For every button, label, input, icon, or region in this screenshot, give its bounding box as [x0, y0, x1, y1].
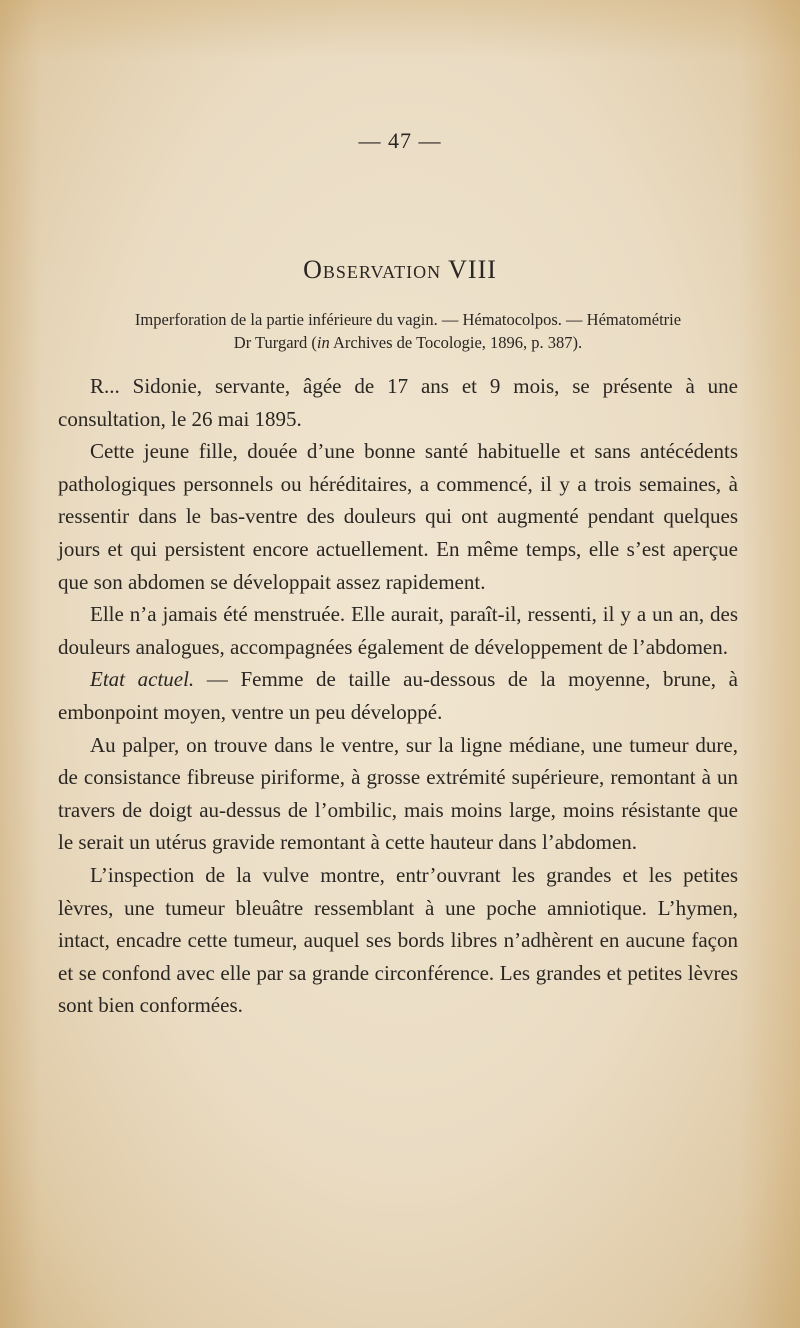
paragraph-inspection: L’inspection de la vulve montre, entr’ouvrant les grandes et les petites lèvres, une tumeur bleuâtre ressemblant à une poche amniotique. L’hymen, intact, encadre cette tumeur, auquel ses bords libres n’adhèrent en aucune façon et se confond avec elle par sa grande circonférence. Les grandes et petites lèvres sont bien conformées. [58, 862, 738, 1018]
subtitle-source: Archives de Tocologie, 1896, p. 387). [329, 333, 583, 352]
page-shadow-top [0, 0, 800, 60]
subtitle-line-2 [58, 331, 758, 354]
observation-heading: Observation VIII [303, 255, 497, 284]
observation-body [58, 370, 738, 1022]
subtitle-author: Dr Turgard ( [233, 333, 317, 352]
page-shadow-left [0, 0, 40, 1328]
etat-actuel-label: Etat actuel. [90, 667, 195, 692]
paragraph-history: Cette jeune fille, douée d’une bonne santé habituelle et sans antécédents pathologiques personnels ou héréditaires, a commencé, il y a trois semaines, à ressentir dans le bas-ventre des douleurs qui ont augmenté pendant quelques jours et qui persistent encore actuellement. En même temps, elle s’est aperçue que son abdomen se développait assez rapidement. [58, 439, 738, 594]
page-shadow-right [740, 0, 800, 1328]
paragraph-menstruation: Elle n’a jamais été menstruée. Elle aurait, paraît-il, ressenti, il y a un an, des douleurs analogues, accompagnées également de développement de l’abdomen. [58, 602, 738, 659]
etat-actuel-text: — Femme de taille au-dessous de la moyenne, brune, à embonpoint moyen, ventre un peu développé. [58, 667, 738, 724]
paragraph-etat-actuel [58, 663, 738, 728]
observation-subtitle [58, 308, 758, 354]
page-number: — 47 — [358, 128, 442, 153]
paragraph-palpation: Au palper, on trouve dans le ventre, sur la ligne médiane, une tumeur dure, de consistance fibreuse piriforme, à grosse extrémité supérieure, remontant à un travers de doigt au-dessus de l’ombilic, mais moins large, moins résistante que le serait un utérus gravide remontant à cette hauteur dans l’abdomen. [58, 732, 738, 855]
subtitle-line-1: Imperforation de la partie inférieure du vagin. — Hématocolpos. — Hématométrie [134, 310, 682, 329]
paragraph-presentation: R... Sidonie, servante, âgée de 17 ans et 9 mois, se présente à une consultation, le 26 mai 1895. [58, 374, 738, 431]
subtitle-in: in [316, 333, 330, 352]
